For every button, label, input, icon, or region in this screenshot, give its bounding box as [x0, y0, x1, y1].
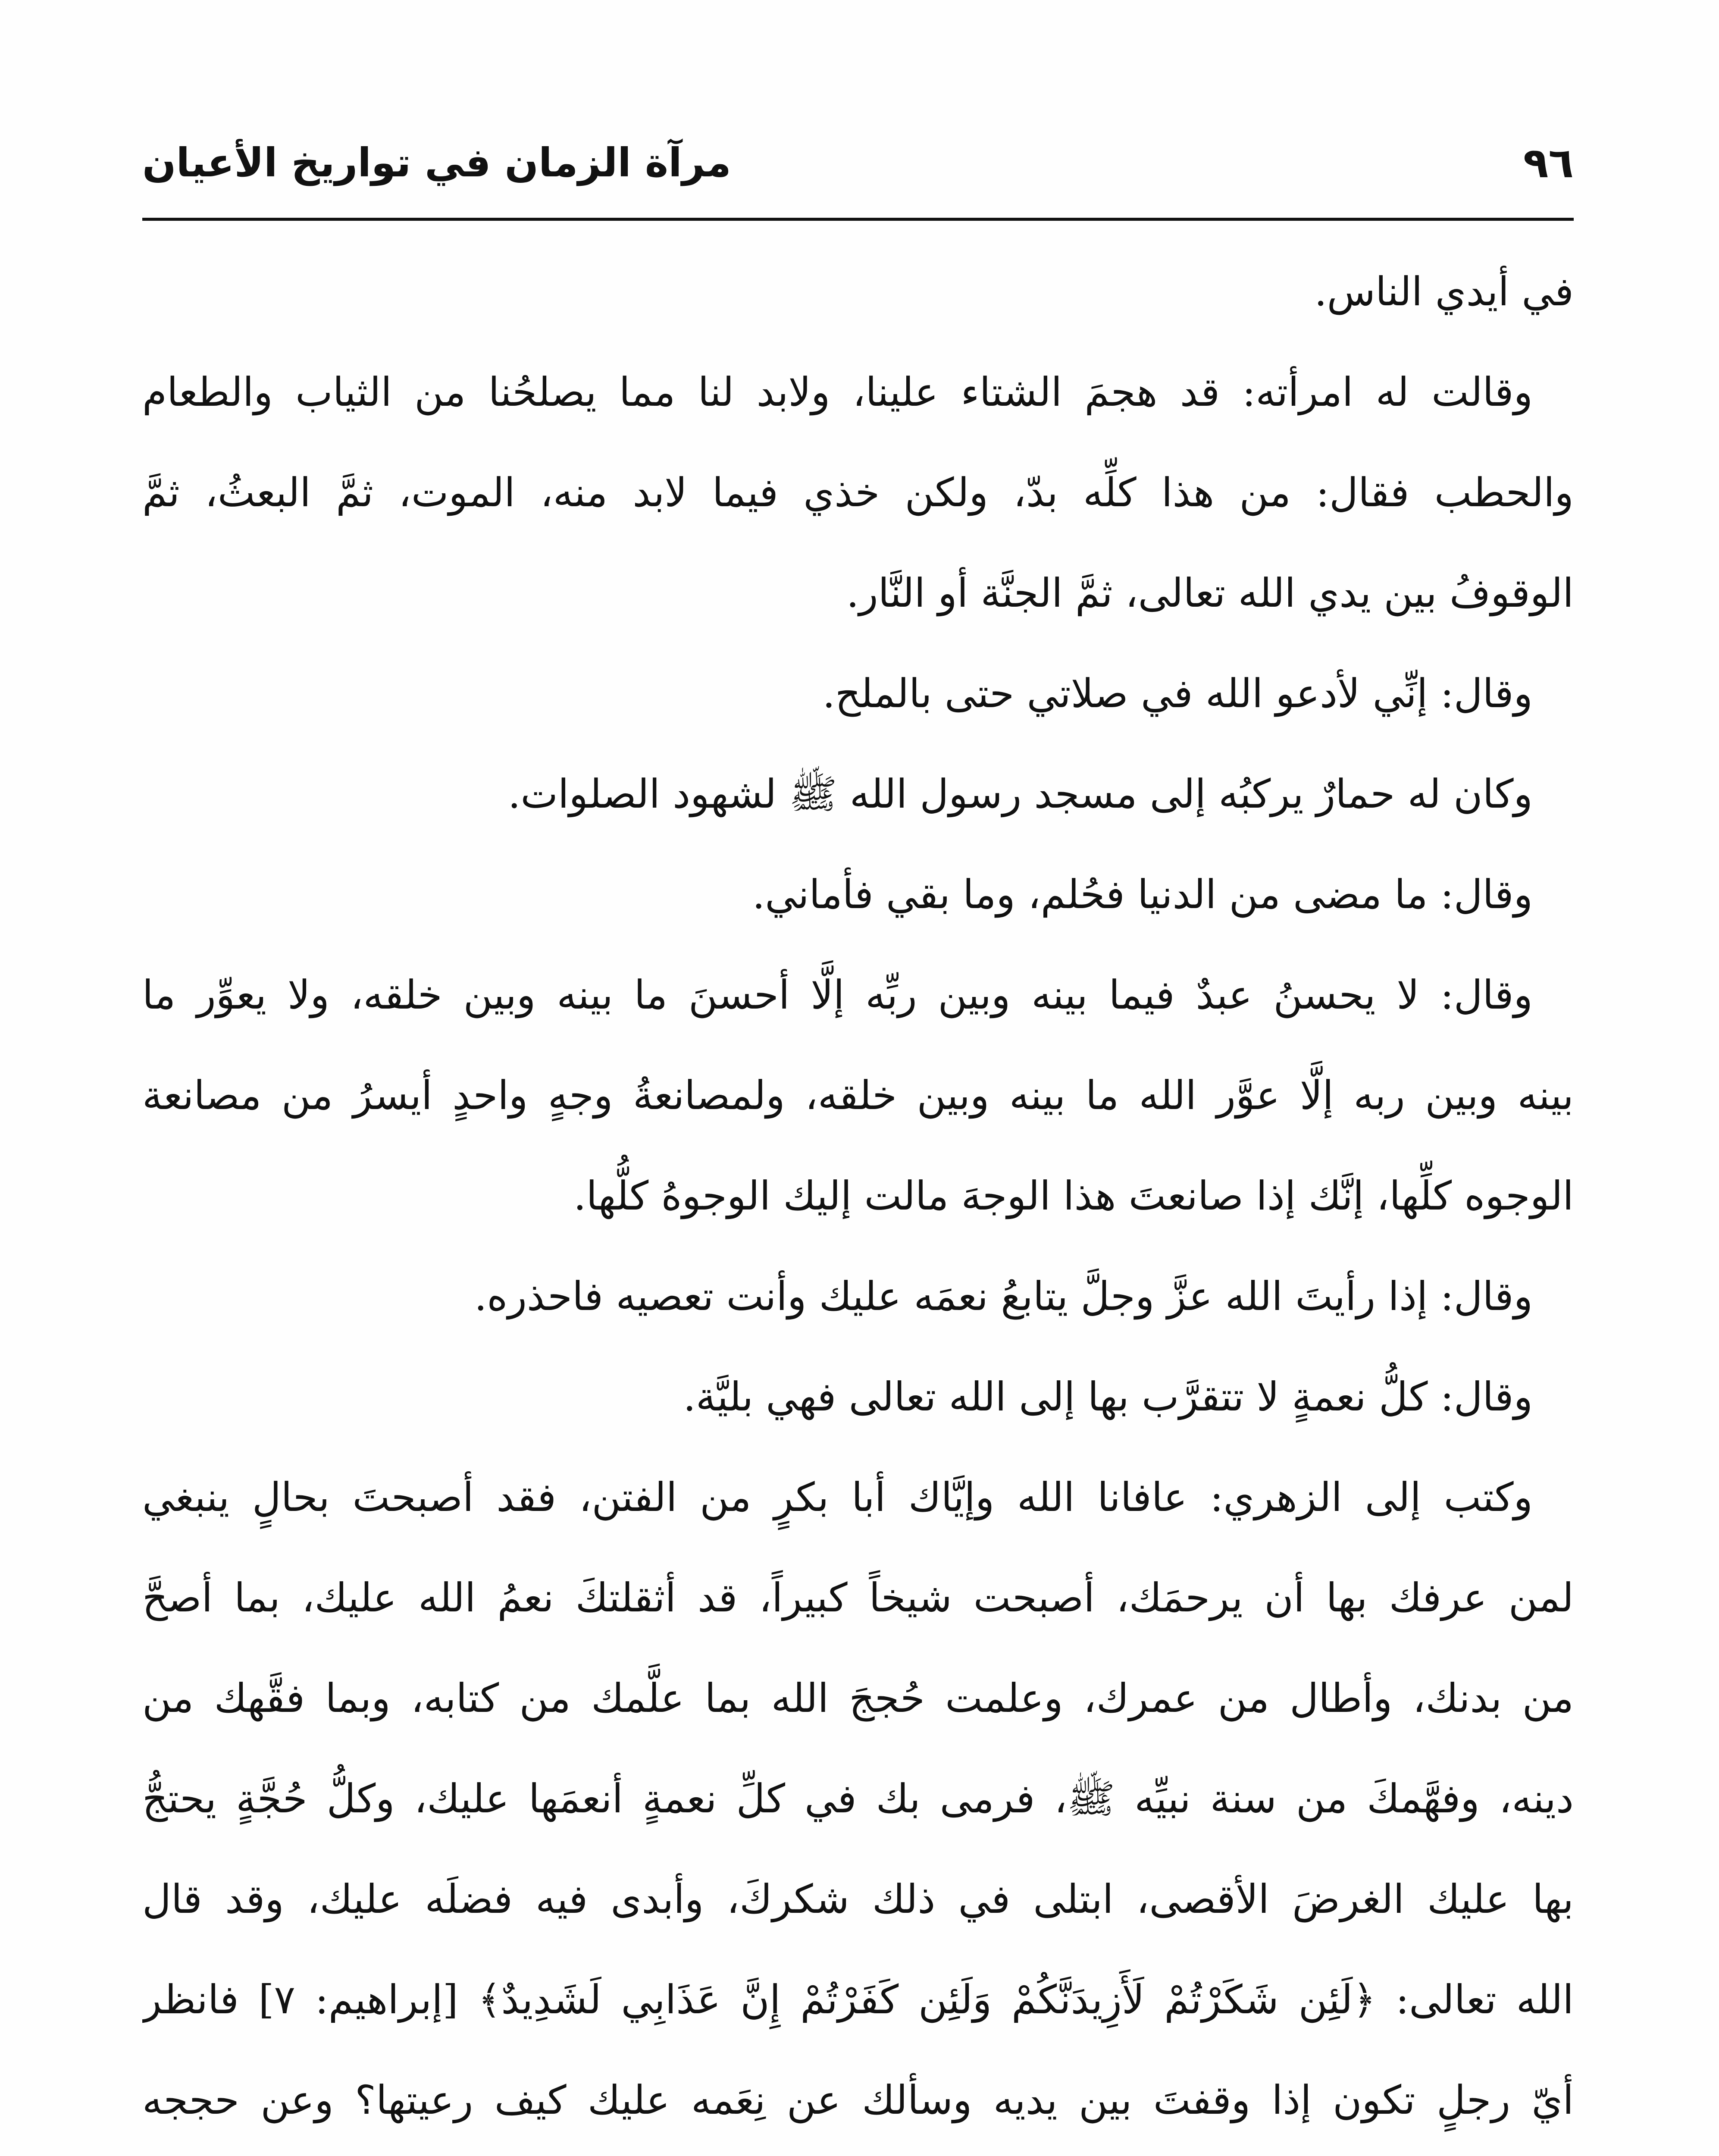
page-header — [142, 129, 1574, 207]
paragraph — [142, 945, 1574, 1246]
text-line: وقال: إذا رأيتَ الله عزَّ وجلَّ يتابعُ نعمَه عليك وأنت تعصيه فاحذره. — [474, 1273, 1533, 1319]
text-line: وقالت له امرأته: قد هجمَ الشتاء علينا، ولابد لنا مما يصلحُنا من الثياب والطعام — [142, 369, 1533, 415]
running-title: مرآة الزمان في تواريخ الأعيان — [142, 140, 731, 186]
paragraph — [142, 643, 1574, 744]
text-line: بها عليك الغرضَ الأقصى، ابتلى في ذلك شكركَ، وأبدى فيه فضلَه عليك، وقد قال — [142, 1876, 1574, 1922]
text-line: وكتب إلى الزهري: عافانا الله وإيَّاك أبا بكرٍ من الفتن، فقد أصبحتَ بحالٍ ينبغي — [142, 1474, 1533, 1520]
text-line: وقال: كلُّ نعمةٍ لا تتقرَّب بها إلى الله تعالى فهي بليَّة. — [683, 1374, 1533, 1420]
text-line: الوقوفُ بين يدي الله تعالى، ثمَّ الجنَّة أو النَّار. — [846, 570, 1574, 616]
text-line: الله تعالى: ﴿لَئِن شَكَرْتُمْ لَأَزِيدَنَّكُمْ وَلَئِن كَفَرْتُمْ إِنَّ عَذَابِي لَشَدِيدٌ﴾ [إبراهيم: ٧] فانظر — [142, 1977, 1574, 2023]
paragraph — [142, 1347, 1574, 1447]
page-number: ٩٦ — [1523, 139, 1574, 187]
paragraph — [142, 342, 1574, 643]
text-line: في أيدي الناس. — [1314, 269, 1574, 315]
paragraph — [142, 1447, 1574, 2156]
text-line: بينه وبين ربه إلَّا عوَّر الله ما بينه وبين خلقه، ولمصانعةُ وجهٍ واحدٍ أيسرُ من مصانعة — [142, 1072, 1574, 1119]
text-line — [142, 2150, 1574, 2156]
paragraph — [142, 844, 1574, 945]
text-line: والحطب فقال: من هذا كلِّه بدّ، ولكن خذي فيما لابد منه، الموت، ثمَّ البعثُ، ثمَّ — [142, 470, 1574, 516]
body-text — [142, 241, 1574, 2156]
text-line: دينه، وفهَّمكَ من سنة نبيِّه ﷺ، فرمى بك في كلِّ نعمةٍ أنعمَها عليك، وكلُّ حُجَّةٍ يحتجُّ — [142, 1776, 1574, 1822]
text-line: من بدنك، وأطال من عمرك، وعلمت حُججَ الله بما علَّمك من كتابه، وبما فقَّهك من — [142, 1675, 1574, 1721]
header-rule — [142, 218, 1574, 221]
paragraph — [142, 241, 1574, 342]
text-line: وكان له حمارٌ يركبُه إلى مسجد رسول الله ﷺ لشهود الصلوات. — [508, 771, 1533, 817]
paragraph — [142, 1246, 1574, 1347]
text-line: لمن عرفك بها أن يرحمَك، أصبحت شيخاً كبيراً، قد أثقلتكَ نعمُ الله عليك، بما أصحَّ — [142, 1575, 1574, 1621]
text-line: الوجوه كلِّها، إنَّك إذا صانعتَ هذا الوجهَ مالت إليك الوجوهُ كلُّها. — [573, 1173, 1574, 1219]
text-line: أيّ رجلٍ تكون إذا وقفتَ بين يديه وسألك عن نِعَمه عليك كيف رعيتها؟ وعن حججه — [142, 2077, 1574, 2123]
text-line: وقال: ما مضى من الدنيا فحُلم، وما بقي فأماني. — [752, 871, 1533, 918]
text-line: وقال: لا يحسنُ عبدٌ فيما بينه وبين ربِّه إلَّا أحسنَ ما بينه وبين خلقه، ولا يعوِّر ما — [142, 972, 1533, 1018]
text-line: وقال: إنِّي لأدعو الله في صلاتي حتى بالملح. — [822, 671, 1533, 717]
paragraph — [142, 744, 1574, 844]
